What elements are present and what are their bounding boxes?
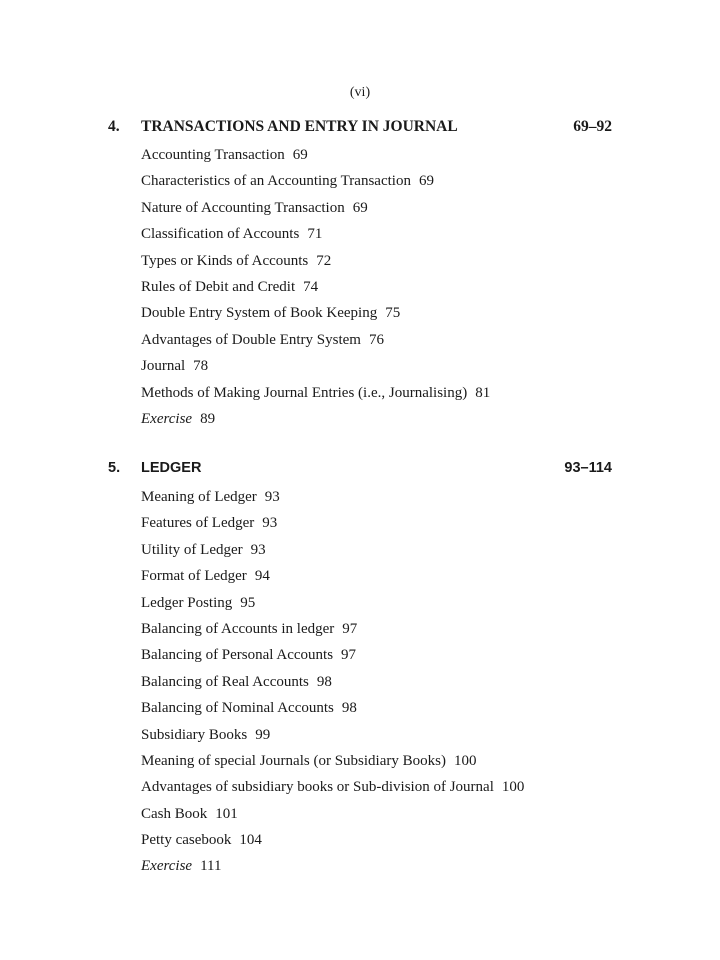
entry-label: Double Entry System of Book Keeping <box>141 305 378 322</box>
entry-page: 72 <box>316 252 332 269</box>
entry-label: Subsidiary Books <box>141 726 248 743</box>
chapter-entries <box>141 142 490 432</box>
entry-label: Features of Ledger <box>141 515 255 532</box>
toc-entry <box>141 801 524 827</box>
entry-page: 104 <box>239 832 262 849</box>
entry-page: 89 <box>200 410 216 427</box>
toc-entry <box>141 722 524 748</box>
chapter-number: 5. <box>108 460 121 476</box>
entry-label: Characteristics of an Accounting Transaction <box>141 173 411 190</box>
entry-page: 78 <box>193 358 209 375</box>
toc-entry <box>141 274 490 300</box>
toc-entry <box>141 195 490 221</box>
toc-entry <box>141 774 524 800</box>
toc-entry <box>141 537 524 563</box>
entry-page: 111 <box>200 858 222 875</box>
entry-label: Meaning of Ledger <box>141 489 257 505</box>
entry-page: 98 <box>341 700 357 717</box>
chapter-title: LEDGER <box>141 460 202 476</box>
entry-label: Advantages of Double Entry System <box>141 331 361 348</box>
chapter-number: 4. <box>108 118 120 135</box>
entry-label: Ledger Posting <box>141 594 233 611</box>
chapter-heading <box>0 460 720 484</box>
toc-entry <box>141 248 490 274</box>
toc-entry <box>141 642 524 668</box>
toc-entry <box>141 484 524 510</box>
toc-entry <box>141 827 524 853</box>
entry-page: 93 <box>264 489 280 505</box>
entry-label: Classification of Accounts <box>141 226 300 243</box>
entry-page: 95 <box>240 594 256 611</box>
entry-page: 71 <box>307 226 323 243</box>
toc-entry <box>141 616 524 642</box>
entry-label: Accounting Transaction <box>141 147 285 163</box>
chapter-heading <box>0 118 720 142</box>
page-number: (vi) <box>349 85 371 100</box>
toc-entry <box>141 353 490 379</box>
chapter-entries <box>141 484 524 880</box>
entry-label: Types or Kinds of Accounts <box>141 252 309 269</box>
entry-page: 93 <box>262 515 278 532</box>
entry-label: Advantages of subsidiary books or Sub-division of Journal <box>141 779 494 796</box>
entry-page: 94 <box>254 568 270 585</box>
toc-entry <box>141 380 490 406</box>
entry-page: 99 <box>255 726 271 743</box>
entry-label: Nature of Accounting Transaction <box>141 199 345 216</box>
toc-entry <box>141 563 524 589</box>
entry-label: Methods of Making Journal Entries (i.e., Journalising) <box>141 384 468 401</box>
entry-page: 69 <box>418 173 434 190</box>
toc-entry-exercise <box>141 406 490 432</box>
toc-entry <box>141 142 490 168</box>
toc-entry <box>141 748 524 774</box>
entry-page: 100 <box>453 752 477 769</box>
chapter-page-range: 69–92 <box>573 118 612 135</box>
entry-page: 81 <box>475 384 491 401</box>
chapter-page-range: 93–114 <box>564 460 612 476</box>
toc-entry <box>141 510 524 536</box>
entry-label: Exercise <box>141 858 193 875</box>
entry-page: 69 <box>352 199 368 216</box>
entry-page: 101 <box>215 805 238 822</box>
entry-label: Balancing of Personal Accounts <box>141 647 334 664</box>
chapter-title: TRANSACTIONS AND ENTRY IN JOURNAL <box>141 118 458 135</box>
entry-label: Petty casebook <box>141 832 232 849</box>
entry-label: Exercise <box>141 410 193 427</box>
toc-entry <box>141 695 524 721</box>
entry-page: 75 <box>385 305 401 322</box>
entry-label: Format of Ledger <box>141 568 247 585</box>
toc-entry <box>141 168 490 194</box>
toc-entry <box>141 327 490 353</box>
entry-page: 74 <box>303 278 319 295</box>
entry-label: Cash Book <box>141 805 208 822</box>
entry-page: 97 <box>342 620 358 637</box>
toc-entry <box>141 669 524 695</box>
chapter-5 <box>0 460 720 875</box>
entry-label: Utility of Ledger <box>141 541 243 558</box>
chapter-4 <box>0 118 720 427</box>
entry-label: Balancing of Accounts in ledger <box>141 620 335 637</box>
entry-page: 98 <box>316 673 332 690</box>
entry-label: Journal <box>141 358 186 375</box>
entry-label: Balancing of Real Accounts <box>141 673 309 690</box>
entry-label: Balancing of Nominal Accounts <box>141 700 334 717</box>
entry-label: Rules of Debit and Credit <box>141 278 296 295</box>
toc-entry <box>141 221 490 247</box>
toc-entry <box>141 300 490 326</box>
entry-page: 100 <box>501 779 525 796</box>
toc-entry <box>141 590 524 616</box>
entry-page: 97 <box>341 647 357 664</box>
toc-entry-exercise <box>141 853 524 879</box>
entry-page: 93 <box>250 541 266 558</box>
entry-label: Meaning of special Journals (or Subsidiary Books) <box>141 752 446 769</box>
entry-page: 69 <box>292 147 308 163</box>
entry-page: 76 <box>368 331 384 348</box>
